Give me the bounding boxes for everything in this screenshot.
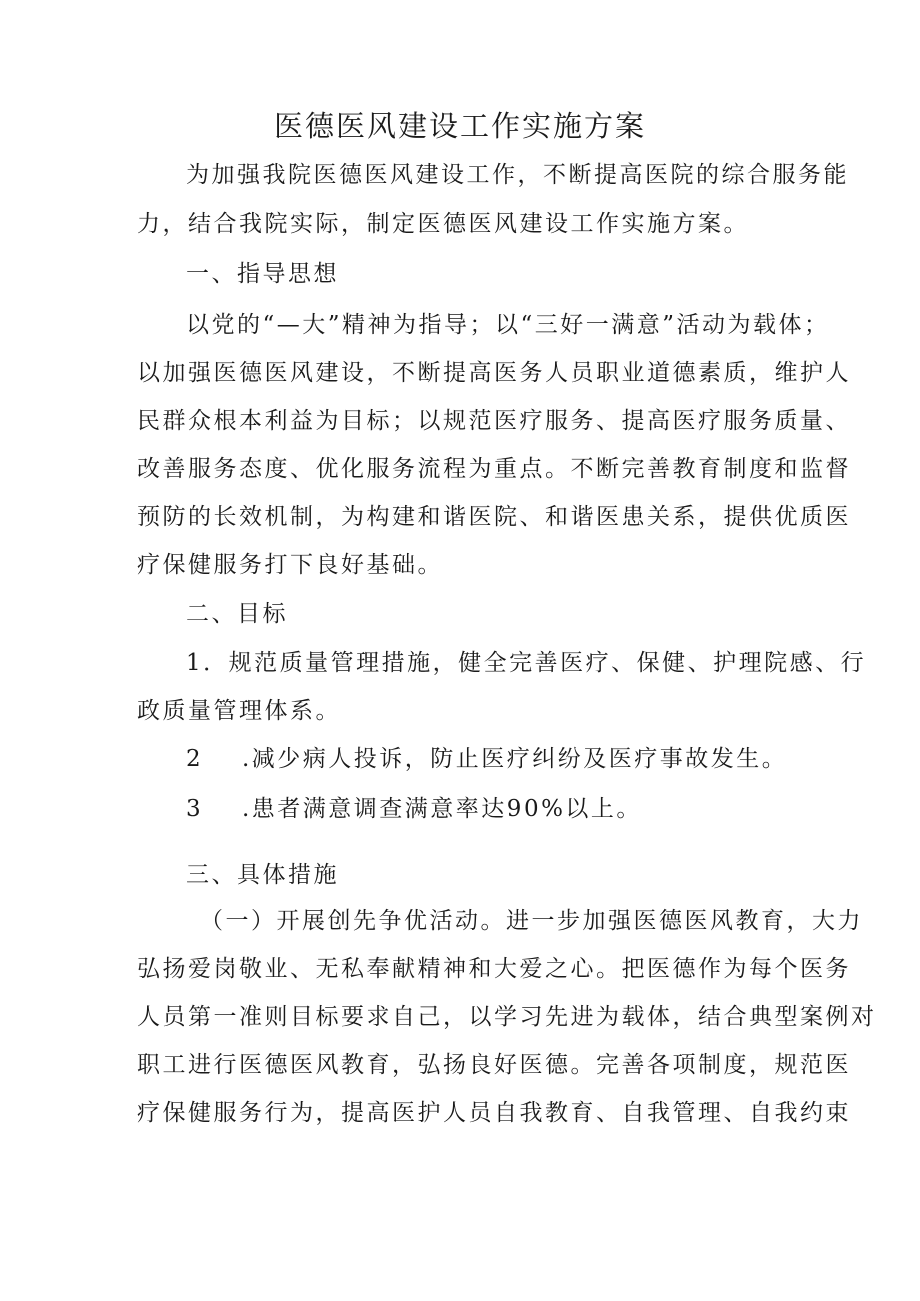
section-2-heading: 二、目标 — [186, 601, 288, 627]
document-title: 医德医风建设工作实施方案 — [273, 109, 646, 143]
section-1-line-3: 民群众根本利益为目标；以规范医疗服务、提高医疗服务质量、 — [137, 408, 851, 434]
intro-line-1: 为加强我院医德医风建设工作，不断提高医院的综合服务能 — [186, 162, 849, 188]
section-3-line-4: 职工进行医德医风教育，弘扬良好医德。完善各项制度，规范医 — [137, 1052, 851, 1078]
section-1-line-2: 以加强医德医风建设，不断提高医务人员职业道德素质，维护人 — [137, 360, 851, 386]
goal-item-3-number: 3 — [186, 796, 201, 822]
intro-line-2: 力，结合我院实际，制定医德医风建设工作实施方案。 — [137, 211, 749, 237]
goal-item-2-text: .减少病人投诉，防止医疗纠纷及医疗事故发生。 — [242, 746, 788, 772]
goal-item-1-line-2: 政质量管理体系。 — [137, 698, 341, 724]
goal-item-3-text: .患者满意调查满意率达90%以上。 — [242, 796, 642, 822]
goal-item-1-line-1: 1．规范质量管理措施，健全完善医疗、保健、护理院感、行 — [186, 650, 867, 676]
goal-item-3 — [186, 792, 642, 826]
section-3-line-5: 疗保健服务行为，提高医护人员自我教育、自我管理、自我约束 — [137, 1100, 851, 1126]
section-1-line-5: 预防的长效机制，为构建和谐医院、和谐医患关系，提供优质医 — [137, 504, 851, 530]
section-3-line-3: 人员第一准则目标要求自己，以学习先进为载体，结合典型案例对 — [137, 1004, 877, 1030]
section-1-line-4: 改善服务态度、优化服务流程为重点。不断完善教育制度和监督 — [137, 456, 851, 482]
section-1-line-1: 以党的“—大”精神为指导；以“三好一满意”活动为载体； — [186, 312, 830, 338]
section-3-heading: 三、具体措施 — [186, 862, 339, 888]
section-1-heading: 一、指导思想 — [186, 261, 339, 287]
section-3-line-2: 弘扬爱岗敬业、无私奉献精神和大爱之心。把医德作为每个医务 — [137, 956, 851, 982]
section-3-line-1: （一）开展创先争优活动。进一步加强医德医风教育，大力 — [200, 908, 863, 934]
goal-item-2-number: 2 — [186, 746, 201, 772]
section-1-line-6: 疗保健服务打下良好基础。 — [137, 552, 443, 578]
goal-item-2 — [186, 742, 787, 776]
